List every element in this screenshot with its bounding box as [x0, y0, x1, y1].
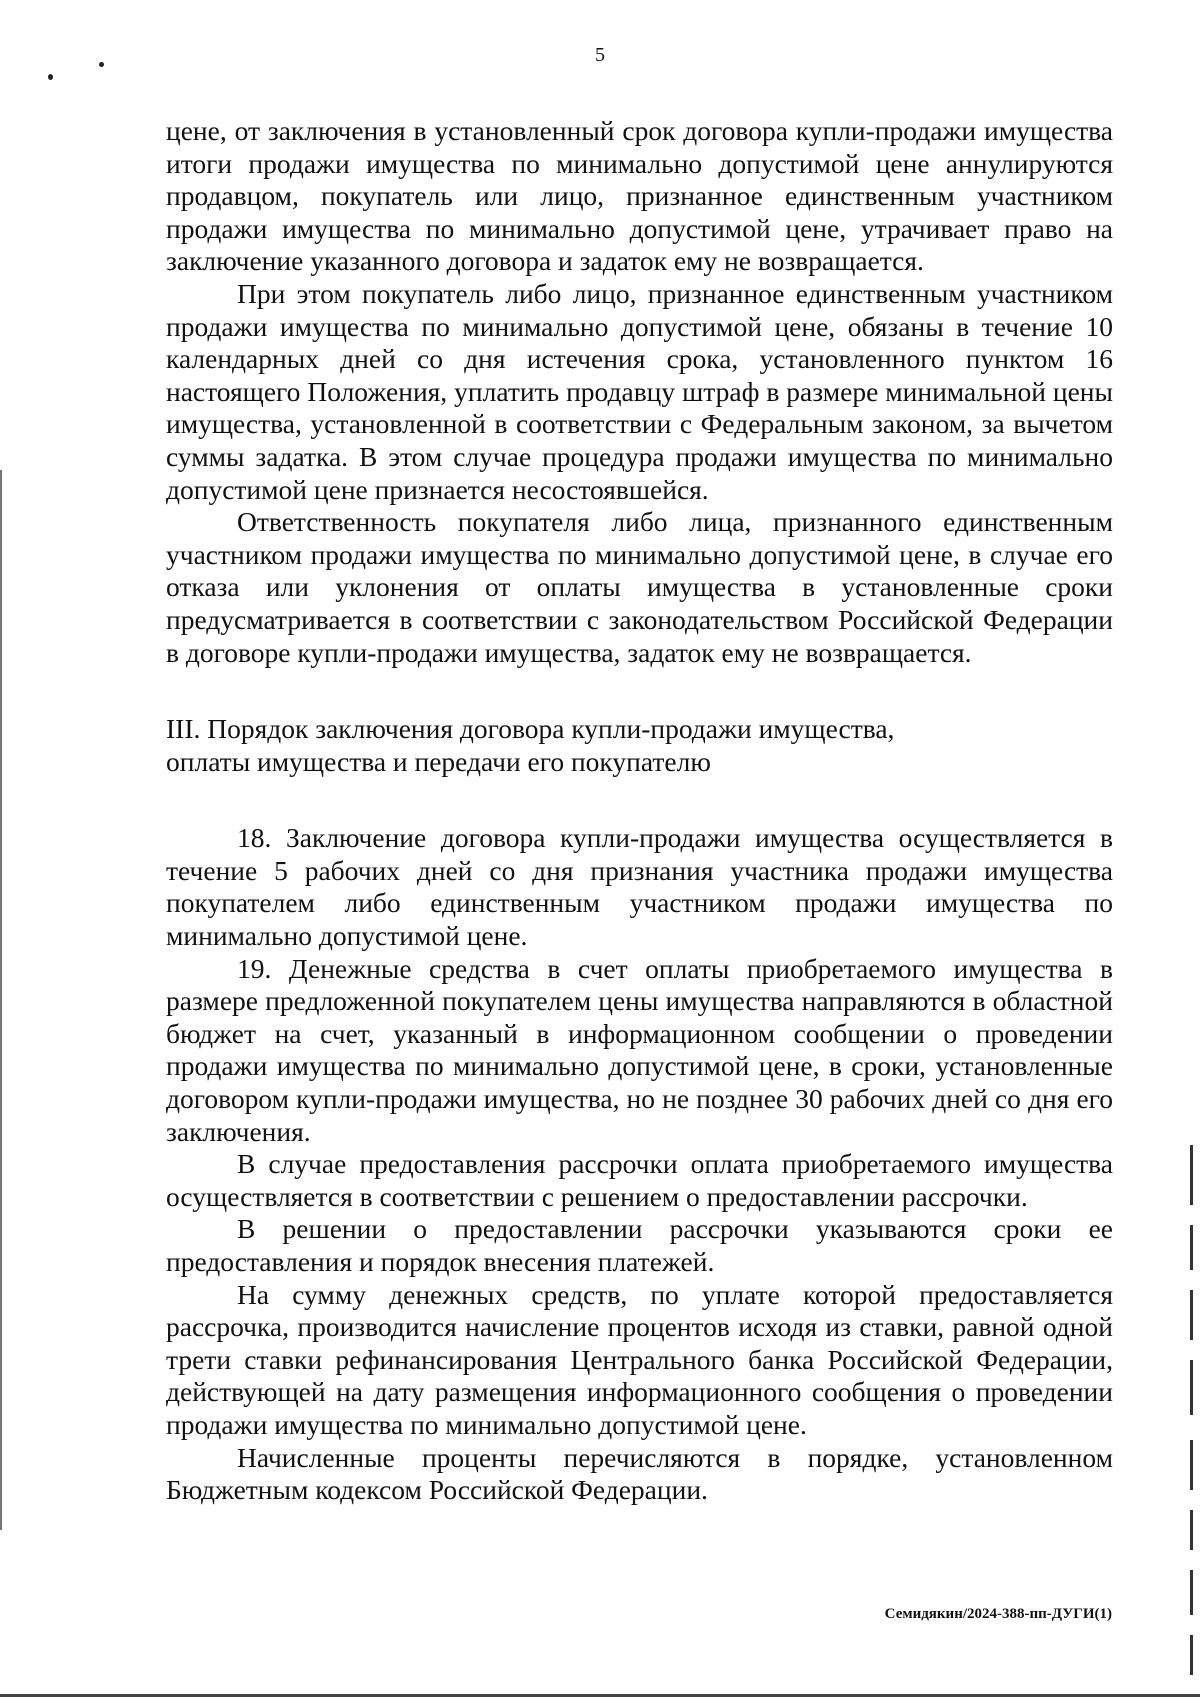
scan-edge-mark: [1190, 1440, 1193, 1490]
paragraph: Начисленные проценты перечисляются в порядке, установленном Бюджетным кодексом Российской Федерации.: [166, 1441, 1113, 1506]
paragraph: В случае предоставления рассрочки оплата приобретаемого имущества осуществляется в соответствии с решением о предоставлении рассрочки.: [166, 1148, 1113, 1212]
scan-edge-mark: [1190, 1635, 1193, 1675]
scan-edge-mark: [1190, 1290, 1193, 1340]
section-heading-line: оплаты имущества и передачи его покупателю: [166, 745, 711, 777]
paragraph: Ответственность покупателя либо лица, признанного единственным участником продажи имущества по минимально допустимой цене, в случае его отказа или уклонения от оплаты имущества в установленные сроки предусматривается в соответствии с законодательством Российской Федерации в договоре купли-продажи имущества, задаток ему не возвращается.: [166, 506, 1113, 668]
document-signature: Семидякин/2024-388-пп-ДУГИ(1): [884, 1606, 1112, 1622]
paragraph: На сумму денежных средств, по уплате которой предоставляется рассрочка, производится начисление процентов исходя из ставки, равной одной трети ставки рефинансирования Центрального банка Российской Федерации, действующей на дату размещения информационного сообщения о проведении продажи имущества по минимально допустимой цене.: [166, 1278, 1113, 1440]
document-body: [166, 115, 1113, 1507]
scan-edge-mark: [1190, 1570, 1193, 1615]
paragraph: В решении о предоставлении рассрочки указываются сроки ее предоставления и порядок внесения платежей.: [166, 1213, 1113, 1277]
scan-speck: [99, 62, 104, 67]
scan-edge-mark: [1190, 1145, 1193, 1205]
scan-edge-mark: [1190, 1510, 1193, 1550]
paragraph: 18. Заключение договора купли-продажи имущества осуществляется в течение 5 рабочих дней со дня признания участника продажи имущества покупателем либо единственным участником продажи имущества по минимально допустимой цене.: [166, 822, 1113, 952]
paragraph: цене, от заключения в установленный срок договора купли-продажи имущества итоги продажи имущества по минимально допустимой цене аннулируются продавцом, покупатель или лицо, признанное единственным участником продажи имущества по минимально допустимой цене, утрачивает право на заключение указанного договора и задаток ему не возвращается.: [166, 115, 1113, 277]
scan-edge-mark: [0, 1694, 1200, 1697]
paragraph: 19. Денежные средства в счет оплаты приобретаемого имущества в размере предложенной покупателем цены имущества направляются в областной бюджет на счет, указанный в информационном сообщении о проведении продажи имущества по минимально допустимой цене, в сроки, установленные договором купли-продажи имущества, но не позднее 30 рабочих дней со дня его заключения.: [166, 952, 1113, 1147]
section-heading-line: III. Порядок заключения договора купли-продажи имущества,: [166, 713, 895, 745]
scan-edge-mark: [1190, 1225, 1193, 1270]
section-heading: [166, 713, 1113, 778]
scan-speck: [48, 74, 53, 80]
scan-edge-mark: [1190, 1360, 1193, 1415]
page-number: 5: [595, 44, 605, 66]
scan-edge-mark: [0, 470, 2, 1530]
paragraph: При этом покупатель либо лицо, признанное единственным участником продажи имущества по минимально допустимой цене, обязаны в течение 10 календарных дней со дня истечения срока, установленного пунктом 16 настоящего Положения, уплатить продавцу штраф в размере минимальной цены имущества, установленной в соответствии с Федеральным законом, за вычетом суммы задатка. В этом случае процедура продажи имущества по минимально допустимой цене признается несостоявшейся.: [166, 277, 1113, 505]
